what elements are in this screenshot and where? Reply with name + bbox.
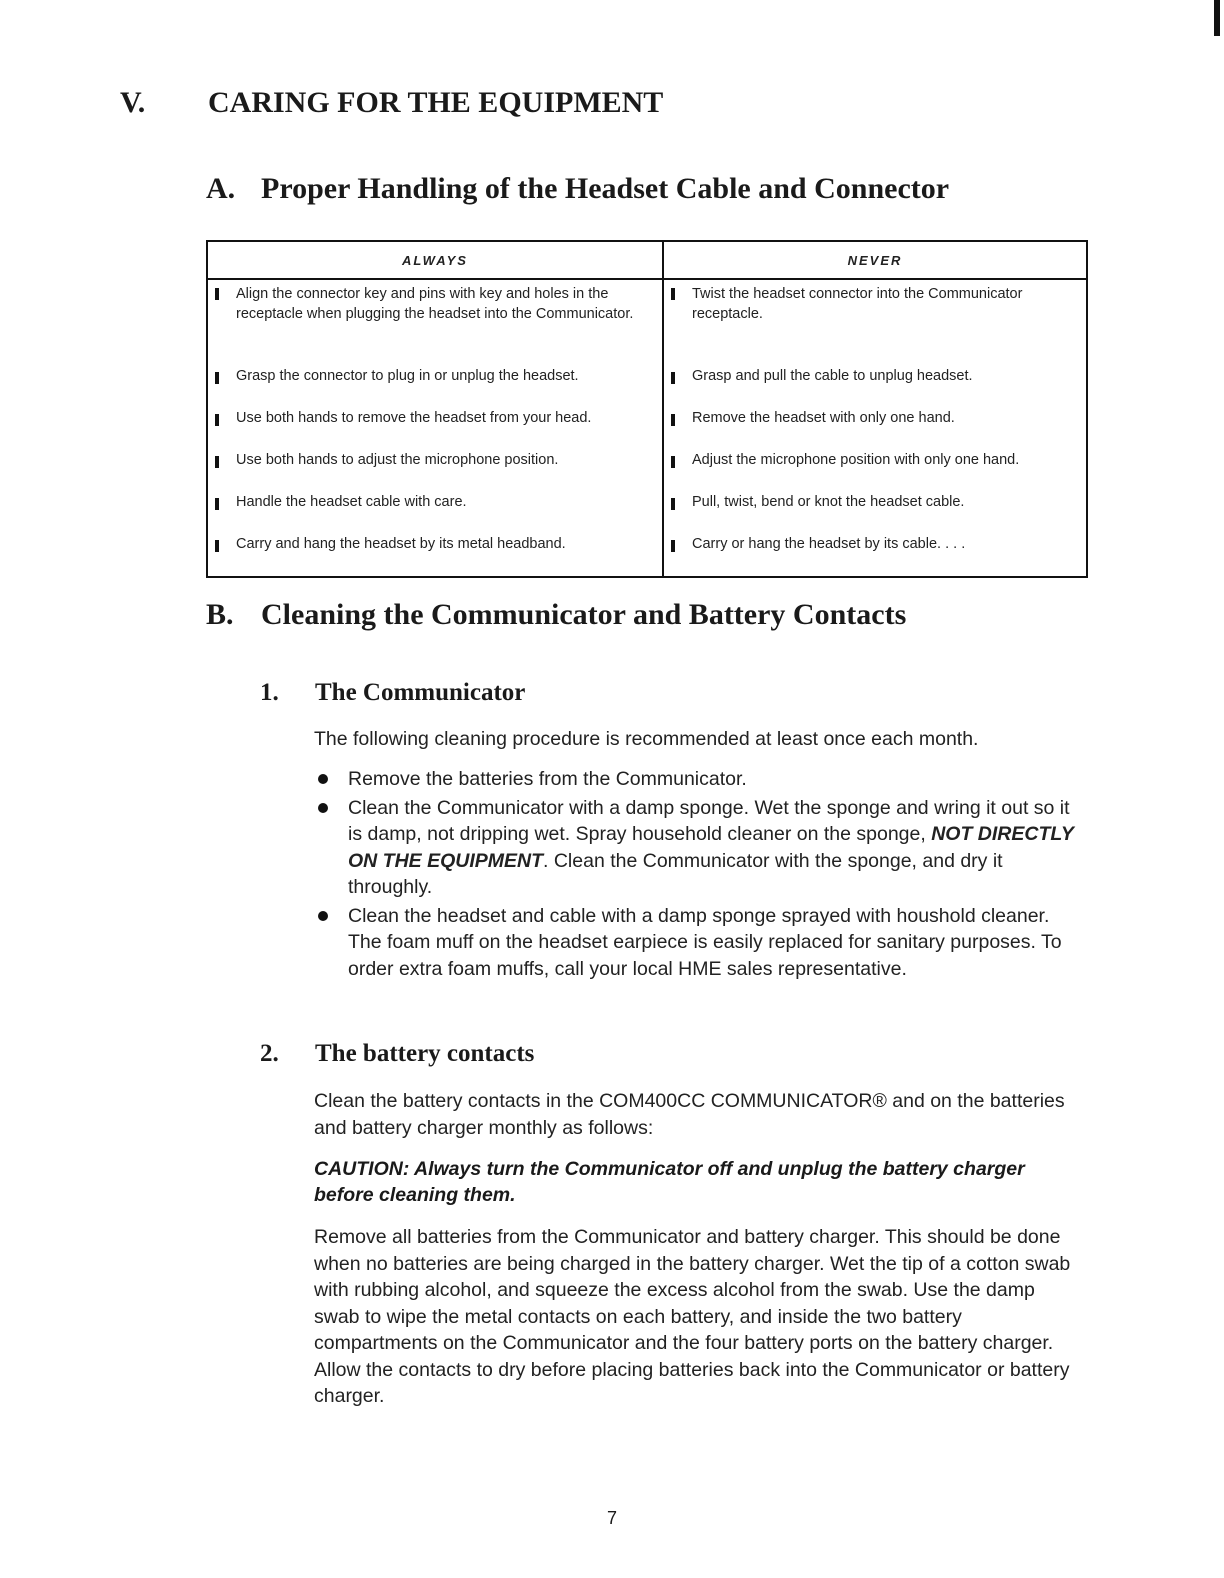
- table-row: [207, 408, 1087, 450]
- item2-number: 2.: [260, 1040, 279, 1067]
- list-item: [314, 903, 1084, 983]
- never-text: Twist the headset connector into the Communicator receptacle.: [692, 286, 1023, 322]
- item2-intro: Clean the battery contacts in the COM400CC COMMUNICATOR® and on the batteries and battery charger monthly as follows:: [314, 1090, 1065, 1139]
- never-text: Carry or hang the headset by its cable. . . .: [692, 536, 966, 552]
- scan-edge-mark: [1214, 0, 1220, 36]
- always-cell: [207, 366, 663, 408]
- item2-heading: [260, 1040, 534, 1068]
- emphasis-warning: NOT DIRECTLY ON THE EQUIPMENT: [348, 823, 1074, 872]
- table-row: [207, 450, 1087, 492]
- never-text: Grasp and pull the cable to unplug headset.: [692, 368, 973, 384]
- always-cell: [207, 492, 663, 534]
- always-cell: [207, 534, 663, 577]
- square-bullet-icon: [671, 414, 675, 426]
- table-row: [207, 366, 1087, 408]
- square-bullet-icon: [671, 498, 675, 510]
- table-row: [207, 534, 1087, 577]
- always-text: Use both hands to adjust the microphone position.: [236, 452, 559, 468]
- square-bullet-icon: [671, 372, 675, 384]
- always-text: Grasp the connector to plug in or unplug the headset.: [236, 368, 579, 384]
- page-number: 7: [606, 1508, 617, 1528]
- list-item: [314, 795, 1084, 901]
- item2-title: The battery contacts: [315, 1040, 535, 1067]
- handling-table: [206, 240, 1088, 578]
- square-bullet-icon: [215, 498, 219, 510]
- item1-title: The Communicator: [315, 679, 526, 706]
- round-bullet-icon: [318, 803, 328, 813]
- section-number: V.: [120, 86, 146, 119]
- list-item-text-continued: . Clean the Communicator with the sponge, and dry it throughly.: [348, 849, 1003, 898]
- cleaning-steps-list: [314, 766, 1084, 984]
- item2-procedure: Remove all batteries from the Communicator and battery charger. This should be done when no batteries are being charged in the battery charger. Wet the tip of a cotton swab with rubbing alcohol, and squeeze the excess alcohol from the swab. Use the damp swab to wipe the metal contacts on each battery, and inside the two battery compartments on the Communicator and the four battery ports on the battery charger. Allow the contacts to dry before placing batteries back into the Communicator or battery charger.: [314, 1226, 1071, 1407]
- list-item-text: Clean the headset and cable with a damp sponge sprayed with houshold cleaner. The foam muff on the headset earpiece is easily replaced for sanitary purposes. To order extra foam muffs, call your local HME sales representative.: [348, 904, 1062, 980]
- round-bullet-icon: [318, 911, 328, 921]
- list-item-text: Clean the Communicator with a damp sponge. Wet the sponge and wring it out so it is damp, not dripping wet. Spray household cleaner on the sponge,: [348, 796, 1070, 845]
- subsection-a-heading: [206, 172, 949, 206]
- caution-notice: CAUTION: Always turn the Communicator off and unplug the battery charger before cleaning them.: [314, 1158, 1025, 1206]
- table-row: [207, 492, 1087, 534]
- square-bullet-icon: [215, 540, 219, 552]
- square-bullet-icon: [671, 540, 675, 552]
- column-header-never: NEVER: [663, 241, 1087, 279]
- always-text: Carry and hang the headset by its metal headband.: [236, 536, 566, 552]
- subsection-b-heading: [206, 598, 906, 632]
- never-text: Adjust the microphone position with only one hand.: [692, 452, 1020, 468]
- always-text: Use both hands to remove the headset from your head.: [236, 410, 592, 426]
- never-text: Remove the headset with only one hand.: [692, 410, 955, 426]
- always-cell: [207, 408, 663, 450]
- never-cell: [663, 492, 1087, 534]
- subsection-b-letter: B.: [206, 598, 234, 631]
- item1-number: 1.: [260, 679, 279, 706]
- always-text: Align the connector key and pins with key and holes in the receptacle when plugging the headset into the Communicator.: [236, 286, 634, 322]
- always-cell: [207, 279, 663, 366]
- list-item-text: Remove the batteries from the Communicator.: [348, 768, 747, 790]
- never-cell: [663, 279, 1087, 366]
- square-bullet-icon: [215, 456, 219, 468]
- square-bullet-icon: [671, 456, 675, 468]
- list-item: [314, 766, 1084, 793]
- never-text: Pull, twist, bend or knot the headset cable.: [692, 494, 965, 510]
- never-cell: [663, 534, 1087, 577]
- never-cell: [663, 450, 1087, 492]
- item1-heading: [260, 679, 525, 707]
- always-cell: [207, 450, 663, 492]
- round-bullet-icon: [318, 774, 328, 784]
- never-cell: [663, 408, 1087, 450]
- square-bullet-icon: [215, 414, 219, 426]
- subsection-a-letter: A.: [206, 172, 236, 205]
- never-cell: [663, 366, 1087, 408]
- table-row: [207, 279, 1087, 366]
- subsection-a-title: Proper Handling of the Headset Cable and Connector: [261, 172, 950, 205]
- square-bullet-icon: [671, 288, 675, 300]
- always-text: Handle the headset cable with care.: [236, 494, 467, 510]
- item1-intro: The following cleaning procedure is recommended at least once each month.: [314, 728, 979, 750]
- square-bullet-icon: [215, 372, 219, 384]
- subsection-b-title: Cleaning the Communicator and Battery Contacts: [261, 598, 907, 631]
- square-bullet-icon: [215, 288, 219, 300]
- column-header-always: ALWAYS: [207, 241, 663, 279]
- section-title: CARING FOR THE EQUIPMENT: [208, 86, 664, 119]
